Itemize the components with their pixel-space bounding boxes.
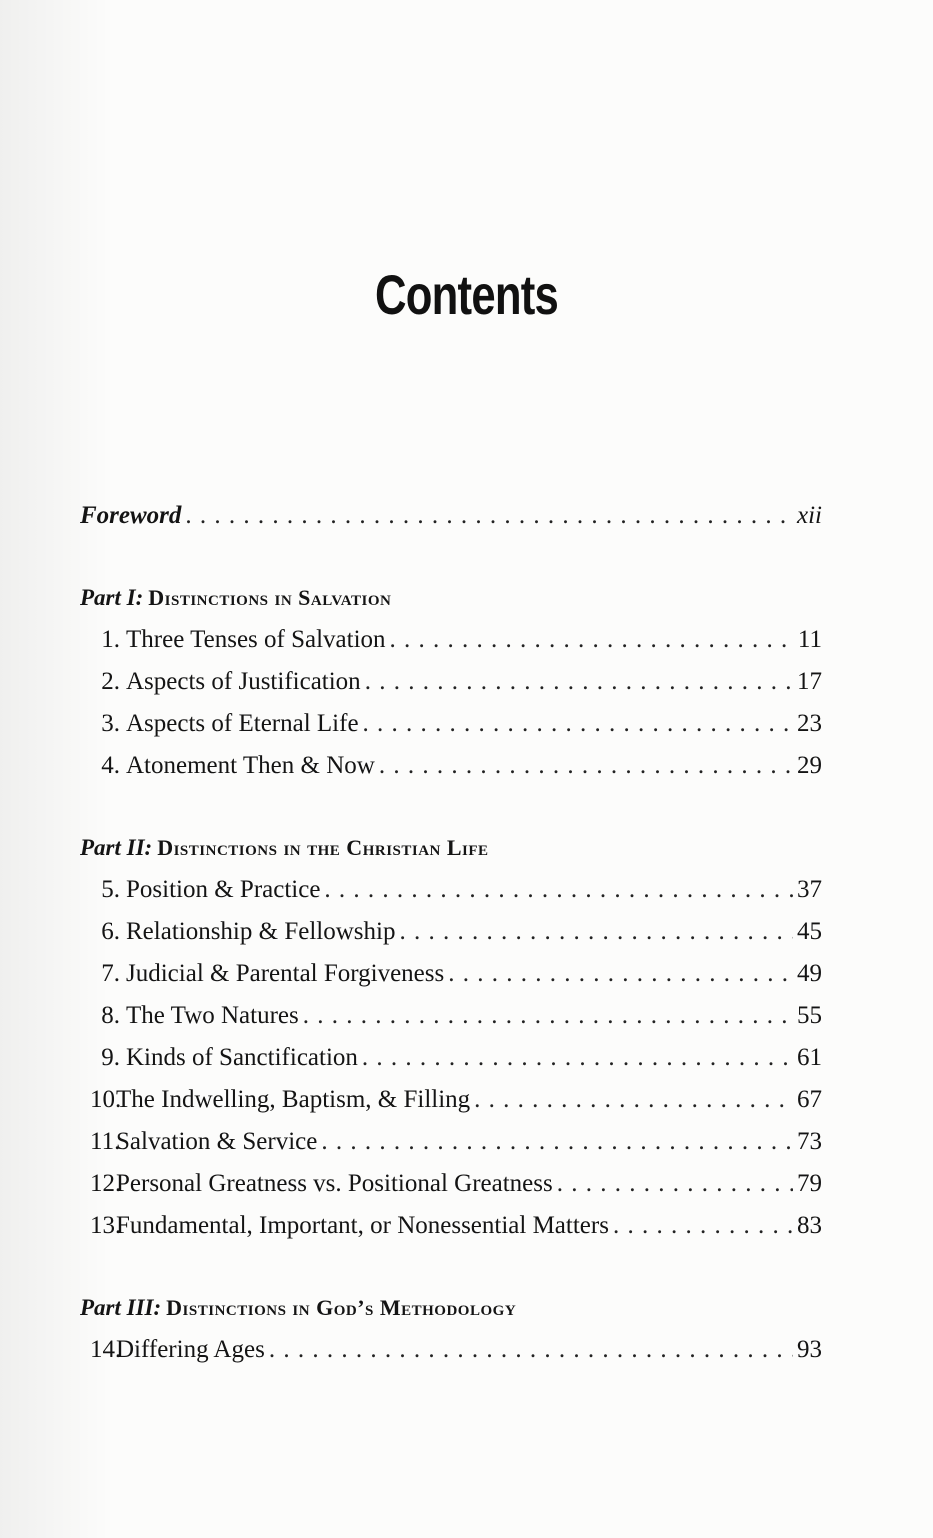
chapter-title: Aspects of Eternal Life: [126, 710, 359, 737]
chapter-page-number: 29: [797, 752, 822, 779]
chapter-title: The Indwelling, Baptism, & Filling: [116, 1086, 471, 1113]
chapter-title: Three Tenses of Salvation: [126, 626, 386, 653]
chapter-number: 8.: [101, 1002, 120, 1029]
toc-entry-chapter-12[interactable]: [80, 1163, 822, 1205]
chapter-number: 10.: [90, 1086, 122, 1113]
chapter-page-number: 17: [797, 668, 822, 695]
foreword-page-number: xii: [797, 502, 822, 529]
toc-entry-chapter-6[interactable]: [80, 911, 822, 953]
toc-entry-chapter-9[interactable]: [80, 1037, 822, 1079]
table-of-contents: [80, 495, 822, 1371]
toc-entry-chapter-14[interactable]: [80, 1329, 822, 1371]
chapter-page-number: 11: [797, 626, 822, 653]
toc-entry-chapter-8[interactable]: [80, 995, 822, 1037]
dot-leader: [365, 661, 793, 703]
dot-leader: [557, 1163, 793, 1205]
part-title: Distinctions in the Christian Life: [157, 835, 489, 860]
toc-entry-chapter-1[interactable]: [80, 619, 822, 661]
part-heading-2: [80, 827, 822, 869]
chapter-title: The Two Natures: [126, 1002, 299, 1029]
chapter-title: Salvation & Service: [116, 1128, 318, 1155]
chapter-number: 7.: [101, 960, 120, 987]
dot-leader: [363, 703, 793, 745]
dot-leader: [185, 495, 793, 537]
chapter-number: 14.: [90, 1336, 122, 1363]
dot-leader: [613, 1205, 793, 1247]
dot-leader: [362, 1037, 793, 1079]
toc-entry-chapter-5[interactable]: [80, 869, 822, 911]
foreword-label: Foreword: [80, 502, 182, 529]
chapter-title: Aspects of Justification: [126, 668, 361, 695]
chapter-title: Relationship & Fellowship: [126, 918, 396, 945]
toc-entry-chapter-3[interactable]: [80, 703, 822, 745]
toc-entry-chapter-4[interactable]: [80, 745, 822, 787]
chapter-title: Fundamental, Important, or Nonessential Matters: [116, 1212, 609, 1239]
chapter-number: 13.: [90, 1212, 122, 1239]
chapter-title: Differing Ages: [116, 1336, 265, 1363]
chapter-number: 11.: [90, 1128, 121, 1155]
toc-entry-foreword[interactable]: [80, 495, 822, 537]
dot-leader: [448, 953, 793, 995]
chapter-number: 4.: [101, 752, 120, 779]
chapter-number: 12.: [90, 1170, 122, 1197]
page-title: Contents: [374, 263, 559, 326]
chapter-number: 6.: [101, 918, 120, 945]
chapter-number: 2.: [101, 668, 120, 695]
part-heading-1: [80, 577, 822, 619]
toc-entry-chapter-11[interactable]: [80, 1121, 822, 1163]
toc-entry-chapter-7[interactable]: [80, 953, 822, 995]
part-label: Part II:: [80, 835, 153, 860]
dot-leader: [379, 745, 793, 787]
chapter-number: 5.: [101, 876, 120, 903]
toc-entry-chapter-2[interactable]: [80, 661, 822, 703]
part-label: Part III:: [80, 1295, 162, 1320]
chapter-title: Atonement Then & Now: [126, 752, 375, 779]
dot-leader: [474, 1079, 793, 1121]
chapter-title: Kinds of Sanctification: [126, 1044, 358, 1071]
chapter-number: 3.: [101, 710, 120, 737]
part-title: Distinctions in Salvation: [148, 585, 392, 610]
dot-leader: [303, 995, 793, 1037]
chapter-page-number: 73: [797, 1128, 822, 1155]
part-label: Part I:: [80, 585, 144, 610]
toc-entry-chapter-13[interactable]: [80, 1205, 822, 1247]
dot-leader: [390, 619, 794, 661]
chapter-page-number: 23: [797, 710, 822, 737]
chapter-page-number: 67: [797, 1086, 822, 1113]
chapter-page-number: 61: [797, 1044, 822, 1071]
part-title: Distinctions in God’s Methodology: [166, 1295, 517, 1320]
dot-leader: [321, 1121, 793, 1163]
chapter-title: Personal Greatness vs. Positional Greatness: [116, 1170, 553, 1197]
chapter-number: 1.: [101, 626, 120, 653]
chapter-page-number: 55: [797, 1002, 822, 1029]
chapter-page-number: 37: [797, 876, 822, 903]
chapter-page-number: 45: [797, 918, 822, 945]
dot-leader: [324, 869, 793, 911]
chapter-title: Position & Practice: [126, 876, 321, 903]
chapter-page-number: 79: [797, 1170, 822, 1197]
chapter-number: 9.: [101, 1044, 120, 1071]
dot-leader: [269, 1329, 793, 1371]
chapter-page-number: 93: [797, 1336, 822, 1363]
chapter-title: Judicial & Parental Forgiveness: [126, 960, 445, 987]
chapter-page-number: 49: [797, 960, 822, 987]
chapter-page-number: 83: [797, 1212, 822, 1239]
dot-leader: [399, 911, 793, 953]
toc-entry-chapter-10[interactable]: [80, 1079, 822, 1121]
part-heading-3: [80, 1287, 822, 1329]
